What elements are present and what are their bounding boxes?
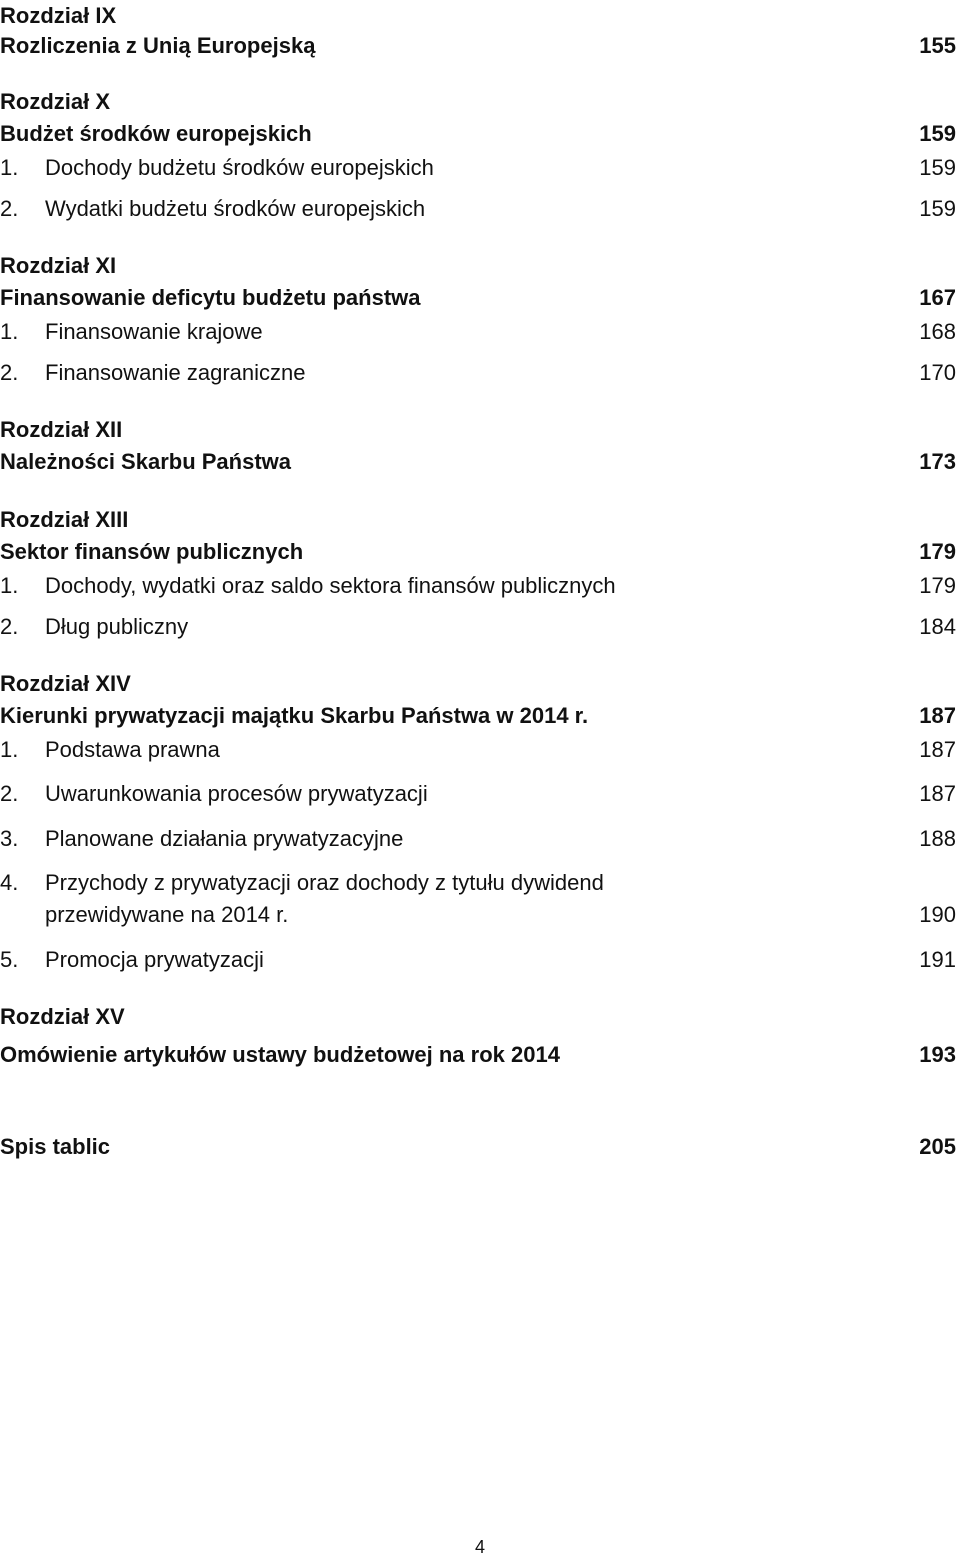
toc-entry-title: Uwarunkowania procesów prywatyzacji [45, 781, 428, 806]
toc-entry [0, 414, 960, 446]
toc-entry-number: 1. [0, 155, 19, 180]
toc-entry-title: Budżet środków europejskich [0, 121, 312, 146]
toc-entry [0, 867, 960, 899]
toc-entry-page: 155 [919, 33, 956, 58]
toc-entry-title: Rozdział XII [0, 417, 123, 442]
toc-entry [0, 944, 960, 976]
toc-entry-title: Finansowanie krajowe [45, 319, 263, 344]
toc-entry-page: 159 [919, 196, 956, 221]
toc-entry-page: 179 [919, 573, 956, 598]
toc-entry-title: Planowane działania prywatyzacyjne [45, 826, 404, 851]
toc-entry [0, 570, 960, 602]
toc-entry-number: 2. [0, 614, 19, 639]
toc-entry [0, 899, 960, 931]
toc-entry-page: 159 [919, 155, 956, 180]
toc-entry [0, 193, 960, 225]
toc-entry-page: 184 [919, 614, 956, 639]
toc-entry [0, 118, 960, 150]
toc-entry-number: 2. [0, 360, 19, 385]
toc-entry [0, 668, 960, 700]
toc-entry-title: Rozdział XV [0, 1004, 125, 1029]
toc-entry-page: 188 [919, 826, 956, 851]
toc-entry-title: Rozdział XIII [0, 507, 129, 532]
toc-entry [0, 357, 960, 389]
toc-entry-title: Rozdział X [0, 89, 111, 114]
toc-entry-page: 193 [919, 1042, 956, 1067]
toc-entry [0, 0, 960, 32]
toc-entry [0, 250, 960, 282]
toc-entry-title: Sektor finansów publicznych [0, 539, 304, 564]
toc-entry [0, 316, 960, 348]
toc-entry-title: Dochody budżetu środków europejskich [45, 155, 434, 180]
toc-entry-page: 205 [919, 1134, 956, 1159]
toc-entry [0, 86, 960, 118]
toc-entry-title: Wydatki budżetu środków europejskich [45, 196, 426, 221]
toc-entry-title: Promocja prywatyzacji [45, 947, 264, 972]
toc-entry-title: Spis tablic [0, 1134, 111, 1159]
toc-entry-page: 170 [919, 360, 956, 385]
toc-entry [0, 504, 960, 536]
toc-entry-page: 187 [919, 703, 956, 728]
toc-entry-title: Rozliczenia z Unią Europejską [0, 33, 316, 58]
toc-entry-page: 159 [919, 121, 956, 146]
toc-entry [0, 282, 960, 314]
toc-entry-page: 187 [919, 781, 956, 806]
toc-entry-page: 168 [919, 319, 956, 344]
toc-entry [0, 1001, 960, 1033]
toc-entry-number: 1. [0, 573, 19, 598]
toc-entry-title: Należności Skarbu Państwa [0, 449, 291, 474]
toc-entry-number: 4. [0, 870, 19, 895]
toc-entry-number: 1. [0, 737, 19, 762]
toc-entry-title: Finansowanie deficytu budżetu państwa [0, 285, 421, 310]
toc-entry [0, 823, 960, 855]
toc-entry-title: Rozdział IX [0, 3, 117, 28]
toc-entry-title: Dług publiczny [45, 614, 189, 639]
toc-entry-page: 173 [919, 449, 956, 474]
toc-entry-page: 190 [919, 902, 956, 927]
toc-entry-title: przewidywane na 2014 r. [45, 902, 289, 927]
toc-entry-title: Przychody z prywatyzacji oraz dochody z tytułu dywidend [45, 870, 604, 895]
toc-entry-title: Omówienie artykułów ustawy budżetowej na rok 2014 [0, 1042, 560, 1067]
toc-entry-page: 167 [919, 285, 956, 310]
toc-entry-page: 187 [919, 737, 956, 762]
toc-entry-title: Dochody, wydatki oraz saldo sektora finansów publicznych [45, 573, 616, 598]
toc-entry [0, 152, 960, 184]
toc-entry-title: Rozdział XI [0, 253, 117, 278]
toc-entry [0, 611, 960, 643]
toc-entry [0, 778, 960, 810]
toc-entry-number: 2. [0, 781, 19, 806]
toc-entry [0, 30, 960, 62]
toc-entry [0, 1131, 960, 1163]
toc-entry [0, 734, 960, 766]
toc-entry-title: Podstawa prawna [45, 737, 220, 762]
toc-entry [0, 536, 960, 568]
toc-entry [0, 446, 960, 478]
toc-entry-number: 1. [0, 319, 19, 344]
page-number: 4 [474, 1537, 485, 1557]
toc-entry-number: 3. [0, 826, 19, 851]
toc-entry-page: 179 [919, 539, 956, 564]
toc-entry [0, 700, 960, 732]
toc-entry-number: 2. [0, 196, 19, 221]
toc-entry [0, 1039, 960, 1071]
toc-entry-page: 191 [919, 947, 956, 972]
toc-entry-title: Rozdział XIV [0, 671, 131, 696]
toc-entry-number: 5. [0, 947, 19, 972]
toc-entry-title: Finansowanie zagraniczne [45, 360, 306, 385]
toc-entry-title: Kierunki prywatyzacji majątku Skarbu Państwa w 2014 r. [0, 703, 589, 728]
